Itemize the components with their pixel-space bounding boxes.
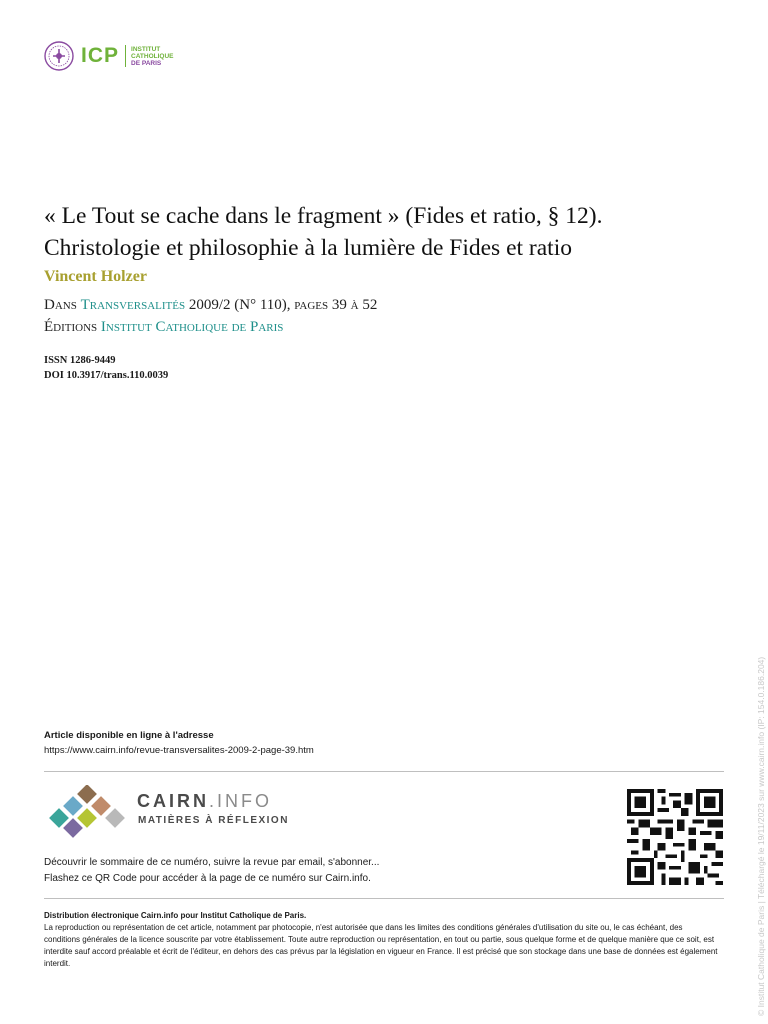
publication-line bbox=[44, 297, 377, 314]
cairn-logo-icon bbox=[44, 785, 128, 839]
cairn-wordmark: CAIRN.INFO bbox=[137, 791, 272, 811]
availability-block bbox=[44, 728, 314, 758]
article-url-link[interactable]: https://www.cairn.info/revue-transversalites-2009-2-page-39.htm bbox=[44, 745, 314, 756]
identifiers bbox=[44, 353, 168, 383]
legal-notice bbox=[44, 910, 720, 970]
editions-label: Éditions bbox=[44, 319, 98, 335]
publisher-line bbox=[44, 319, 283, 336]
download-watermark: © Institut Catholique de Paris | Téléchargé le 19/11/2023 sur www.cairn.info (IP: 154.0.186.204) bbox=[756, 656, 766, 1016]
discover-line-2: Flashez ce QR Code pour accéder à la page de ce numéro sur Cairn.info. bbox=[44, 873, 371, 884]
title-line-2: Christologie et philosophie à la lumière de Fides et ratio bbox=[44, 235, 572, 261]
divider-top bbox=[44, 771, 724, 772]
journal-link[interactable]: Transversalités bbox=[80, 297, 186, 313]
discover-text bbox=[44, 855, 379, 887]
publisher-link[interactable]: Institut Catholique de Paris bbox=[100, 319, 284, 335]
issue-label: 2009/2 (N° 110) bbox=[188, 297, 287, 313]
divider-bottom bbox=[44, 898, 724, 899]
icp-seal-icon bbox=[44, 41, 74, 71]
article-title bbox=[44, 200, 734, 264]
logo-short-text: ICP bbox=[81, 44, 120, 67]
legal-body: La reproduction ou représentation de cet article, notamment par photocopie, n'est autorisée que dans les limites des conditions générales d'utilisation du site ou, le cas échéant, des conditions générales de la licence souscrite par votre établissement. Toute autre reproduction ou représentation, en tout ou partie, sous quelque forme et de quelque manière que ce soit, est interdite sauf accord préalable et écrit de l'éditeur, en dehors des cas prévus par la législation en vigueur en France. Il est précisé que son stockage dans une base de données est également interdit. bbox=[44, 923, 718, 968]
availability-heading: Article disponible en ligne à l'adresse bbox=[44, 730, 214, 741]
legal-heading: Distribution électronique Cairn.info pour Institut Catholique de Paris. bbox=[44, 911, 307, 920]
logo-subtitle: INSTITUT CATHOLIQUE DE PARIS bbox=[131, 45, 174, 67]
discover-line-1: Découvrir le sommaire de ce numéro, suivre la revue par email, s'abonner... bbox=[44, 857, 380, 868]
title-line-1: « Le Tout se cache dans le fragment » (Fides et ratio, § 12). bbox=[44, 203, 603, 229]
author-link[interactable]: Vincent Holzer bbox=[44, 268, 147, 285]
logo-divider bbox=[125, 45, 126, 67]
doi: DOI 10.3917/trans.110.0039 bbox=[44, 370, 169, 381]
icp-logo bbox=[44, 41, 174, 71]
issn: ISSN 1286-9449 bbox=[44, 355, 116, 366]
qr-code[interactable] bbox=[627, 789, 723, 885]
cairn-tagline: MATIÈRES À RÉFLEXION bbox=[138, 815, 289, 826]
dans-label: Dans bbox=[44, 297, 77, 313]
pages-label: , pages 39 à 52 bbox=[286, 297, 378, 313]
